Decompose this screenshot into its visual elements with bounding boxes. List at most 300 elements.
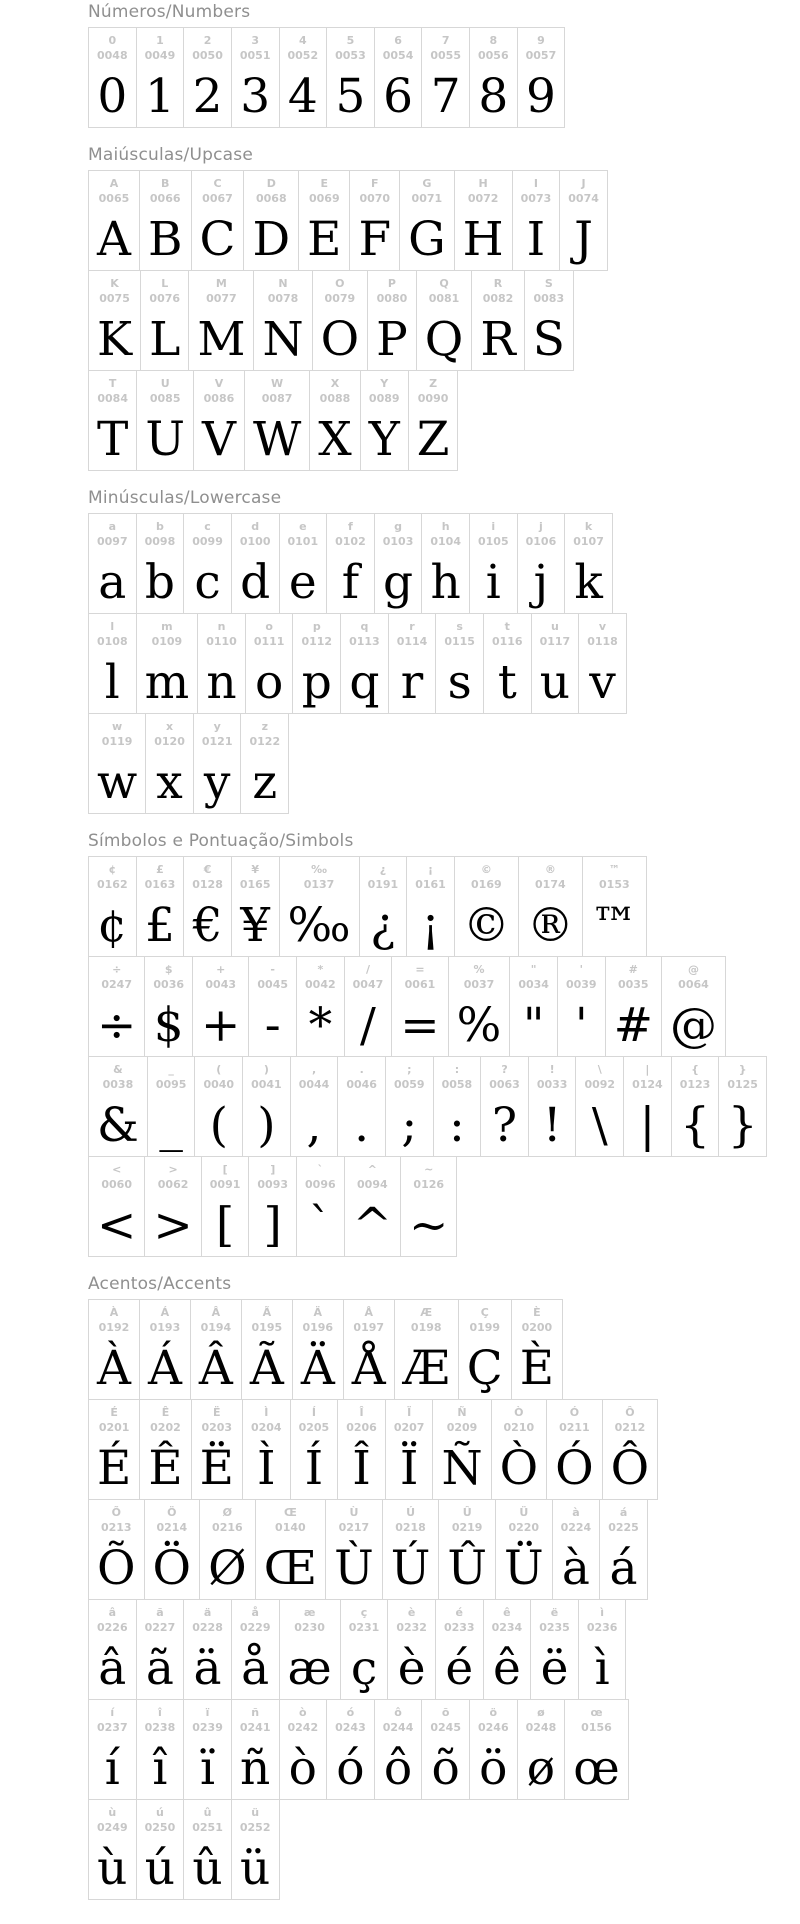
glyph: s — [447, 655, 472, 710]
glyph-cell — [231, 27, 280, 128]
glyph-cell — [197, 613, 246, 714]
cell-char-label: õ — [441, 1706, 450, 1719]
glyph-cell — [435, 613, 484, 714]
glyph-cell — [512, 170, 561, 271]
glyph: O — [320, 312, 360, 367]
cell-header — [97, 1806, 128, 1834]
cell-code: 0126 — [413, 1178, 445, 1191]
glyph-row — [88, 27, 770, 128]
glyph-cell — [199, 1499, 256, 1600]
cell-char-label: Ë — [213, 1406, 221, 1419]
cell-char-label: k — [584, 520, 593, 533]
cell-char-label: Q — [439, 277, 449, 290]
glyph-cell — [139, 1299, 191, 1400]
cell-header — [202, 720, 233, 748]
cell-code: 0063 — [489, 1078, 520, 1091]
glyph: Ï — [399, 1441, 419, 1496]
cell-header — [275, 1506, 306, 1534]
glyph: T — [97, 412, 129, 467]
cell-code: 0153 — [599, 878, 630, 891]
cell-char-label: I — [533, 177, 538, 190]
cell-header — [201, 1406, 232, 1434]
cell-code: 0050 — [192, 49, 223, 62]
cell-code: 0214 — [156, 1521, 188, 1534]
cell-code: 0100 — [239, 535, 271, 548]
glyph: ï — [200, 1741, 216, 1796]
glyph: ì — [594, 1641, 610, 1696]
glyph: œ — [573, 1741, 620, 1796]
cell-char-label: = — [415, 963, 425, 976]
glyph-row — [88, 1799, 770, 1900]
glyph-cell — [298, 170, 350, 271]
glyph-cell — [193, 713, 242, 814]
cell-header — [256, 177, 287, 205]
cell-char-label: ë — [550, 1606, 559, 1619]
glyph: õ — [431, 1741, 460, 1796]
cell-code: 0105 — [478, 535, 509, 548]
cell-header — [411, 1306, 442, 1334]
cell-char-label: é — [455, 1606, 463, 1619]
cell-code: 0053 — [335, 49, 366, 62]
cell-header — [150, 1306, 181, 1334]
glyph-cell — [88, 613, 137, 714]
cell-code: 0039 — [565, 978, 597, 991]
cell-code: 0231 — [348, 1621, 380, 1634]
glyph-cell — [359, 856, 408, 957]
glyph: j — [533, 555, 549, 610]
cell-code: 0112 — [301, 635, 333, 648]
cell-code: 0104 — [430, 535, 461, 548]
cell-char-label: Ê — [161, 1406, 170, 1419]
cell-char-label: á — [619, 1506, 628, 1519]
cell-char-label: ä — [203, 1606, 212, 1619]
cell-header — [192, 863, 223, 891]
cell-char-label: ò — [299, 1706, 307, 1719]
glyph-cell — [469, 27, 518, 128]
glyph-cell — [292, 1299, 344, 1400]
glyph-row — [88, 1156, 770, 1257]
cell-char-label: } — [738, 1063, 747, 1076]
cell-char-label: * — [317, 963, 324, 976]
cell-char-label: £ — [156, 863, 164, 876]
cell-header — [257, 1163, 288, 1191]
glyph-cell — [296, 956, 345, 1057]
glyph-cell — [528, 1056, 577, 1157]
cell-char-label: ù — [108, 1806, 117, 1819]
glyph-cell — [292, 613, 341, 714]
glyph: X — [318, 412, 352, 467]
glyph: 6 — [383, 69, 414, 124]
cell-char-label: [ — [222, 1163, 228, 1176]
cell-char-label: È — [533, 1306, 541, 1319]
glyph: Æ — [402, 1341, 450, 1396]
glyph-cell — [416, 270, 473, 371]
glyph: ! — [542, 1098, 562, 1153]
font-section — [88, 488, 770, 814]
cell-header — [353, 1306, 384, 1334]
cell-char-label: % — [473, 963, 485, 976]
cell-char-label: W — [271, 377, 284, 390]
glyph: P — [376, 312, 408, 367]
glyph-cell — [469, 513, 518, 614]
glyph-cell — [326, 1699, 375, 1800]
cell-header — [335, 520, 366, 548]
cell-char-label: Å — [364, 1306, 373, 1319]
cell-char-label: ¿ — [379, 863, 387, 876]
cell-char-label: $ — [164, 963, 173, 976]
section-title: Números/Numbers — [88, 2, 251, 22]
cell-code: 0109 — [151, 635, 183, 648]
cell-header — [240, 520, 271, 548]
cell-header — [304, 863, 335, 891]
cell-header — [97, 1706, 128, 1734]
cell-code: 0046 — [346, 1078, 377, 1091]
glyph-cell — [517, 513, 566, 614]
cell-code: 0118 — [587, 635, 618, 648]
glyph: Ã — [249, 1341, 284, 1396]
cell-char-label: 1 — [156, 34, 164, 47]
glyph-cell — [279, 513, 328, 614]
cell-header — [537, 1063, 568, 1091]
glyph-cell — [382, 1499, 440, 1600]
glyph: ` — [308, 1198, 333, 1253]
glyph-cell — [242, 1399, 291, 1500]
glyph-cell — [183, 27, 232, 128]
glyph-cell — [530, 1599, 579, 1700]
cell-header — [559, 1406, 590, 1434]
cell-char-label: 0 — [108, 34, 117, 47]
cell-header — [561, 1506, 592, 1534]
cell-char-label: 3 — [251, 34, 260, 47]
glyph: B — [147, 212, 183, 267]
glyph-cell — [340, 613, 389, 714]
cell-code: 0069 — [309, 192, 340, 205]
cell-char-label: 9 — [537, 34, 545, 47]
glyph: " — [522, 998, 545, 1053]
cell-char-label: è — [407, 1606, 416, 1619]
glyph: , — [306, 1098, 322, 1153]
cell-code: 0137 — [303, 878, 335, 891]
cell-header — [150, 377, 181, 405]
glyph-cell — [243, 170, 299, 271]
cell-char-label: 7 — [441, 34, 450, 47]
glyph-cell — [231, 856, 280, 957]
glyph: ú — [144, 1841, 176, 1896]
glyph: y — [203, 755, 231, 810]
glyph: L — [149, 312, 181, 367]
cell-char-label: ó — [346, 1706, 355, 1719]
glyph: l — [104, 655, 120, 710]
cell-header — [581, 1706, 612, 1734]
glyph-cell — [578, 1599, 627, 1700]
glyph-cell — [471, 270, 524, 371]
glyph-cell — [469, 1699, 518, 1800]
glyph: ñ — [240, 1741, 271, 1796]
cell-header — [299, 1063, 330, 1091]
glyph-cell — [374, 1699, 423, 1800]
cell-code: 0108 — [97, 635, 128, 648]
cell-char-label: Ü — [519, 1506, 529, 1519]
cell-code: 0124 — [632, 1078, 663, 1091]
glyph-cell — [517, 27, 566, 128]
cell-char-label: ^ — [367, 1163, 377, 1176]
glyph-cell — [518, 856, 583, 957]
glyph-cell — [387, 1599, 436, 1700]
cell-char-label: U — [160, 377, 170, 390]
glyph-cell — [136, 370, 194, 471]
glyph-cell — [147, 1056, 196, 1157]
glyph: å — [241, 1641, 270, 1696]
glyph-cell — [248, 1156, 297, 1257]
cell-char-label: Ú — [406, 1506, 415, 1519]
cell-header — [346, 1063, 377, 1091]
cell-char-label: T — [108, 377, 117, 390]
glyph-cell — [279, 856, 360, 957]
cell-header — [99, 177, 130, 205]
cell-char-label: À — [109, 1306, 119, 1319]
cell-code: 0191 — [367, 878, 399, 891]
glyph-cell — [312, 270, 369, 371]
glyph-cell — [193, 370, 245, 471]
glyph: 4 — [287, 69, 318, 124]
cell-header — [294, 1606, 325, 1634]
cell-code: 0049 — [144, 49, 176, 62]
cell-code: 0140 — [275, 1521, 306, 1534]
glyph-cell — [136, 27, 185, 128]
cell-code: 0244 — [382, 1721, 414, 1734]
glyph-row — [88, 956, 770, 1057]
cell-code: 0209 — [446, 1421, 478, 1434]
glyph-cell — [564, 513, 613, 614]
cell-code: 0213 — [100, 1521, 132, 1534]
glyph: ¡ — [421, 898, 440, 953]
cell-char-label: ã — [156, 1606, 164, 1619]
cell-code: 0119 — [101, 735, 133, 748]
cell-header — [429, 277, 460, 305]
glyph: < — [97, 1198, 137, 1253]
cell-header — [240, 1606, 271, 1634]
glyph: ( — [209, 1098, 228, 1153]
glyph: K — [97, 312, 133, 367]
glyph: ö — [479, 1741, 508, 1796]
glyph: Ò — [499, 1441, 539, 1496]
cell-char-label: ! — [549, 1063, 555, 1076]
cell-code: 0084 — [97, 392, 128, 405]
cell-char-label: p — [312, 620, 321, 633]
cell-code: 0113 — [349, 635, 380, 648]
glyph: ~ — [409, 1198, 449, 1253]
cell-char-label: ï — [205, 1706, 210, 1719]
glyph-cell — [231, 1799, 280, 1900]
cell-char-label: L — [161, 277, 169, 290]
glyph-cell — [188, 270, 254, 371]
cell-header — [288, 1706, 319, 1734]
cell-char-label: ? — [501, 1063, 508, 1076]
cell-header — [526, 34, 557, 62]
glyph-cell — [88, 956, 145, 1057]
cell-header — [471, 863, 502, 891]
cell-header — [145, 1706, 176, 1734]
cell-code: 0044 — [298, 1078, 330, 1091]
cell-header — [302, 1306, 333, 1334]
cell-char-label: @ — [687, 963, 699, 976]
cell-header — [447, 1406, 478, 1434]
glyph-cell — [279, 27, 328, 128]
glyph: A — [97, 212, 131, 267]
cell-header — [383, 520, 414, 548]
cell-char-label: O — [335, 277, 345, 290]
glyph-cell — [385, 1399, 434, 1500]
glyph-cell — [183, 513, 232, 614]
cell-code: 0219 — [451, 1521, 483, 1534]
glyph-cell — [448, 956, 511, 1057]
cell-char-label: G — [422, 177, 432, 190]
cell-header — [522, 1306, 553, 1334]
cell-code: 0078 — [267, 292, 299, 305]
cell-code: 0110 — [206, 635, 237, 648]
glyph: í — [104, 1741, 120, 1796]
cell-char-label: Î — [359, 1406, 364, 1419]
glyph-row — [88, 1699, 770, 1800]
cell-header — [149, 277, 180, 305]
glyph: ô — [383, 1741, 413, 1796]
glyph: r — [400, 655, 424, 710]
glyph: x — [156, 755, 183, 810]
cell-header — [492, 620, 523, 648]
cell-header — [145, 863, 176, 891]
glyph: u — [539, 655, 571, 710]
cell-code: 0212 — [614, 1421, 646, 1434]
cell-header — [452, 1506, 483, 1534]
cell-code: 0075 — [99, 292, 130, 305]
cell-code: 0194 — [200, 1321, 232, 1334]
cell-char-label: : — [454, 1063, 460, 1076]
cell-code: 0198 — [410, 1321, 442, 1334]
cell-code: 0088 — [319, 392, 351, 405]
glyph: # — [613, 998, 653, 1053]
glyph-row — [88, 1399, 770, 1500]
glyph-cell — [231, 1699, 280, 1800]
cell-code: 0251 — [192, 1821, 223, 1834]
cell-header — [444, 1606, 475, 1634]
cell-code: 0174 — [535, 878, 566, 891]
cell-char-label: D — [266, 177, 276, 190]
glyph: \ — [591, 1098, 608, 1153]
cell-header — [349, 620, 380, 648]
cell-code: 0079 — [324, 292, 356, 305]
section-title: Símbolos e Pontuação/Simbols — [88, 831, 354, 851]
cell-char-label: X — [330, 377, 340, 390]
cell-header — [240, 1706, 271, 1734]
cell-code: 0165 — [239, 878, 271, 891]
glyph-cell — [88, 1499, 145, 1600]
glyph-cell — [88, 713, 146, 814]
glyph-cell — [575, 1056, 624, 1157]
cell-code: 0082 — [482, 292, 514, 305]
glyph-cell — [136, 1799, 185, 1900]
glyph: À — [97, 1341, 131, 1396]
glyph-cell — [557, 956, 606, 1057]
cell-char-label: Ç — [480, 1306, 489, 1319]
glyph: | — [639, 1098, 656, 1153]
cell-code: 0250 — [144, 1821, 176, 1834]
glyph-cell — [433, 1056, 482, 1157]
font-section — [88, 1274, 770, 1900]
glyph: i — [485, 555, 501, 610]
cell-code: 0234 — [491, 1621, 523, 1634]
cell-code: 0207 — [393, 1421, 425, 1434]
cell-header — [357, 1163, 388, 1191]
cell-header — [608, 1506, 639, 1534]
glyph-cell — [511, 1299, 563, 1400]
glyph-row — [88, 370, 770, 471]
cell-char-label: V — [214, 377, 224, 390]
glyph-cell — [140, 270, 189, 371]
glyph: _ — [159, 1098, 183, 1153]
glyph: { — [680, 1098, 710, 1153]
glyph-row — [88, 1599, 770, 1700]
cell-code: 0239 — [192, 1721, 223, 1734]
cell-code: 0091 — [209, 1178, 241, 1191]
cell-code: 0037 — [463, 978, 495, 991]
cell-code: 0098 — [144, 535, 176, 548]
glyph-cell — [343, 1299, 395, 1400]
glyph: Ú — [390, 1541, 431, 1596]
cell-char-label: ç — [360, 1606, 368, 1619]
cell-header — [288, 520, 319, 548]
cell-header — [346, 1406, 377, 1434]
glyph: 7 — [430, 69, 461, 124]
glyph: Z — [416, 412, 450, 467]
glyph: Á — [147, 1341, 182, 1396]
cell-header — [97, 863, 128, 891]
cell-char-label: v — [598, 620, 607, 633]
cell-code: 0121 — [201, 735, 233, 748]
cell-header — [353, 963, 384, 991]
glyph: Û — [447, 1541, 487, 1596]
glyph: = — [400, 998, 440, 1053]
cell-char-label: ú — [156, 1806, 164, 1819]
cell-char-label: œ — [590, 1706, 603, 1719]
glyph: z — [252, 755, 278, 810]
glyph-cell — [582, 856, 647, 957]
glyph: n — [206, 655, 237, 710]
glyph: w — [97, 755, 138, 810]
cell-header — [464, 963, 495, 991]
glyph: ê — [492, 1641, 521, 1696]
cell-char-label: Ì — [264, 1406, 269, 1419]
cell-char-label: 2 — [203, 34, 212, 47]
glyph: ^ — [352, 1198, 393, 1253]
cell-char-label: û — [203, 1806, 212, 1819]
glyph-cell — [599, 1499, 648, 1600]
cell-char-label: ] — [270, 1163, 276, 1176]
glyph: t — [497, 655, 517, 710]
glyph: è — [397, 1641, 426, 1696]
cell-code: 0102 — [335, 535, 366, 548]
cell-code: 0052 — [287, 49, 319, 62]
cell-code: 0066 — [149, 192, 181, 205]
cell-code: 0047 — [352, 978, 384, 991]
cell-char-label: ø — [537, 1706, 545, 1719]
glyph: ÷ — [97, 998, 137, 1053]
glyph-cell — [483, 613, 532, 714]
glyph: ® — [526, 898, 574, 953]
glyph-cell — [559, 170, 608, 271]
glyph-cell — [400, 1156, 457, 1257]
cell-char-label: ö — [489, 1706, 498, 1719]
cell-code: 0068 — [256, 192, 287, 205]
